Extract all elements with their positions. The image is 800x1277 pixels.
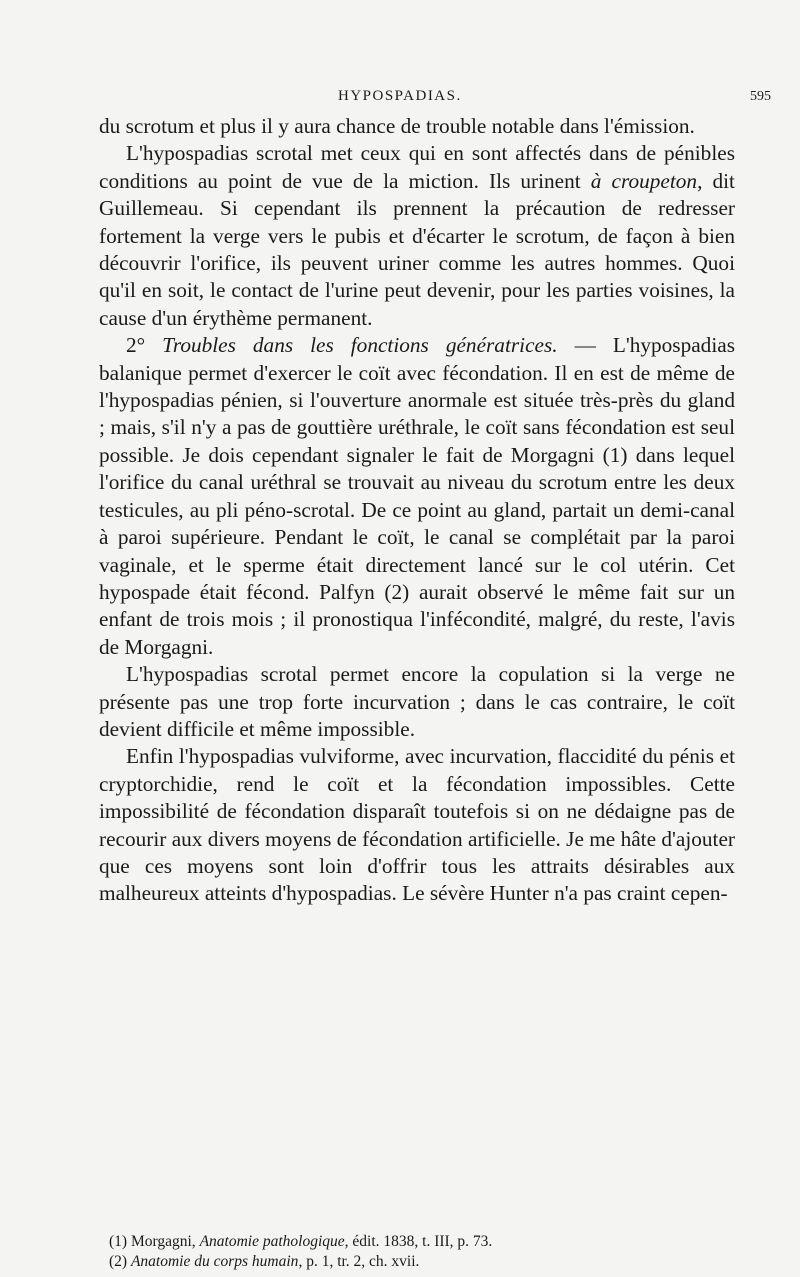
paragraph-vulviform: Enfin l'hypospadias vulviforme, avec incurvation, flaccidité du pénis et cryptorchidie, rend le coït et la fécondation impossibles. Cette impossibilité de fécondation disparaît toutefois si on ne dédaigne pas de recourir aux divers moyens de fécondation artificielle. Je me hâte d'ajouter que ces moyens sont loin d'offrir tous les attraits désirables aux malheureux atteints d'hypospadias. Le sévère Hunter n'a pas craint cepen-: [99, 744, 735, 906]
paragraph-generative-troubles: [99, 332, 735, 661]
running-header: [0, 88, 800, 110]
section-text: — L'hypospadias balanique permet d'exercer le coït avec fécondation. Il en est de même de l'hypospadias pénien, si l'ouverture anormale est située très-près du gland ; mais, s'il n'y a pas de gouttière uréthrale, le coït sans fécondation est seul possible. Je dois cependant signaler le fait de Morgagni (1) dans lequel l'orifice du canal uréthral se trouvait au niveau du scrotum entre les deux testicules, au pli péno-scrotal. De ce point au gland, partait un demi-canal à paroi supérieure. Pendant le coït, le canal se complétait par la paroi vaginale, et le sperme était directement lancé sur le col utérin. Cet hypospade était fécond. Palfyn (2) aurait observé le même fait sur un enfant de trois mois ; il pronostiqua l'infécondité, malgré, du reste, l'avis de Morgagni.: [99, 333, 735, 659]
footnote-1: [109, 1232, 735, 1252]
p2-italic-croupeton: à croupeton: [590, 168, 698, 193]
footnote-1-ref: , édit. 1838, t. III, p. 73.: [344, 1233, 493, 1250]
footnote-2-ref: , p. 1, tr. 2, ch. xvii.: [298, 1253, 420, 1270]
footnote-1-author: (1) Morgagni,: [109, 1233, 200, 1250]
p2-text-b: , dit Guillemeau. Si cependant ils prennent la précaution de redresser fortement la verge vers le pubis et d'écarter le scrotum, de façon à bien découvrir l'orifice, ils peuvent uriner comme les autres hommes. Quoi qu'il en soit, le contact de l'urine peut devenir, pour les parties voisines, la cause d'un érythème permanent.: [99, 168, 735, 330]
p2-text-a: L'hypospadias scrotal met ceux qui en sont affectés dans de pénibles conditions au point de vue de la miction. Ils urinent: [99, 141, 735, 193]
paragraph-scrotal-miction: [99, 140, 735, 332]
main-text: [99, 113, 735, 908]
running-title: HYPOSPADIAS.: [338, 88, 462, 104]
paragraph-continuation: du scrotum et plus il y aura chance de trouble notable dans l'émission.: [99, 114, 695, 138]
footnote-2: [109, 1252, 735, 1272]
footnote-2-title: Anatomie du corps humain: [130, 1253, 299, 1270]
footnote-1-title: Anatomie pathologique: [199, 1233, 345, 1250]
footnotes: [109, 1232, 735, 1272]
footnote-2-marker: (2): [109, 1253, 131, 1270]
paragraph-scrotal-copulation: L'hypospadias scrotal permet encore la copulation si la verge ne présente pas une trop forte incurvation ; dans le cas contraire, le coït devient difficile et même impossible.: [99, 662, 735, 741]
page-number: 595: [750, 89, 771, 104]
section-heading: Troubles dans les fonctions génératrices.: [162, 333, 558, 358]
section-number: 2°: [126, 333, 163, 358]
